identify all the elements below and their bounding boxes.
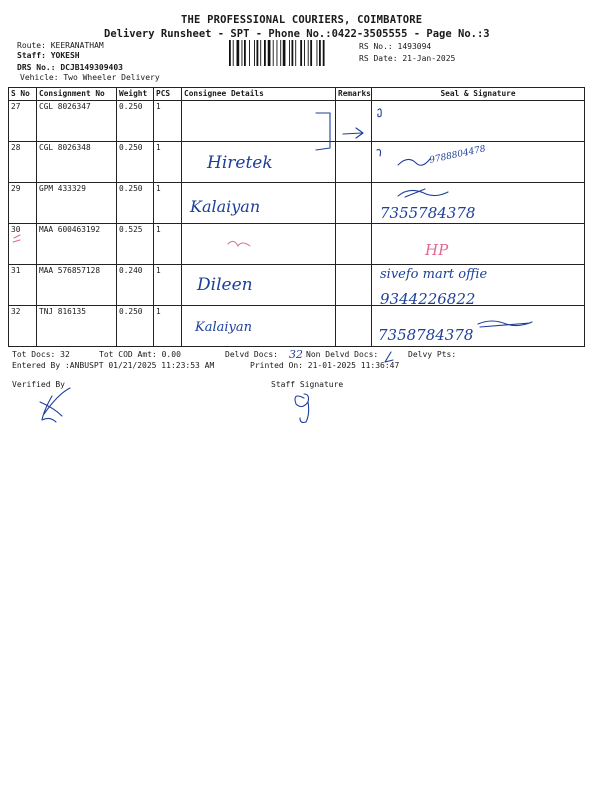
delvd-docs: Delvd Docs: <box>225 350 278 359</box>
cell-consignee <box>182 265 336 306</box>
table-header-row <box>9 88 585 101</box>
verified-signature-icon <box>40 388 70 422</box>
tot-docs: Tot Docs: 32 <box>12 350 70 359</box>
col-header-sno: S No <box>9 88 37 101</box>
entered-by: Entered By :ANBUSPT 01/21/2025 11:23:53 AM <box>12 361 215 370</box>
cell-remarks <box>336 224 372 265</box>
hw-consignee-31: Dileen <box>197 275 253 295</box>
hw-phone-32: 7358784378 <box>378 326 474 344</box>
table-row <box>9 183 585 224</box>
company-title: THE PROFESSIONAL COURIERS, COIMBATORE <box>181 14 423 26</box>
cell-consignment: TNJ 816135 <box>37 306 117 347</box>
cell-remarks <box>336 142 372 183</box>
cell-signature <box>372 265 585 306</box>
table-row <box>9 101 585 142</box>
cell-sno: 32 <box>9 306 37 347</box>
cell-sno: 29 <box>9 183 37 224</box>
cell-weight: 0.525 <box>117 224 154 265</box>
col-header-consignment: Consignment No <box>37 88 117 101</box>
cell-consignment: CGL 8026347 <box>37 101 117 142</box>
cell-consignee <box>182 142 336 183</box>
cell-pcs: 1 <box>154 101 182 142</box>
cell-consignee <box>182 224 336 265</box>
cell-sno: 31 <box>9 265 37 306</box>
staff-signature-icon <box>295 394 309 423</box>
cell-consignee <box>182 183 336 224</box>
cell-pcs: 1 <box>154 142 182 183</box>
cell-pcs: 1 <box>154 265 182 306</box>
tot-cod-amount: Tot COD Amt: 0.00 <box>99 350 181 359</box>
barcode-image <box>229 40 357 66</box>
runsheet-subtitle: Delivery Runsheet - SPT - Phone No.:0422-3505555 - Page No.:3 <box>104 28 490 40</box>
cell-weight: 0.250 <box>117 306 154 347</box>
table-row <box>9 224 585 265</box>
cell-pcs: 1 <box>154 224 182 265</box>
table-row <box>9 306 585 347</box>
cell-sno: 27 <box>9 101 37 142</box>
cell-pcs: 1 <box>154 306 182 347</box>
col-header-seal-signature: Seal & Signature <box>372 88 585 101</box>
cell-remarks <box>336 183 372 224</box>
delvy-pts: Delvy Pts: <box>408 350 457 359</box>
verified-by-label: Verified By <box>12 380 65 389</box>
printed-on: Printed On: 21-01-2025 11:36:47 <box>250 361 400 370</box>
rs-date: RS Date: 21-Jan-2025 <box>359 54 456 63</box>
hw-consignee-32: Kalaiyan <box>195 320 252 335</box>
vehicle-label: Vehicle: Two Wheeler Delivery <box>20 73 160 82</box>
cell-consignment: GPM 433329 <box>37 183 117 224</box>
cell-sno: 30 <box>9 224 37 265</box>
cell-remarks <box>336 306 372 347</box>
cell-remarks <box>336 265 372 306</box>
cell-weight: 0.250 <box>117 142 154 183</box>
cell-consignment: MAA 576857128 <box>37 265 117 306</box>
cell-weight: 0.240 <box>117 265 154 306</box>
cell-weight: 0.250 <box>117 101 154 142</box>
hw-phone-29: 7355784378 <box>380 204 476 222</box>
cell-remarks <box>336 101 372 142</box>
runsheet-table <box>8 87 585 347</box>
hw-phone-31: 9344226822 <box>380 290 476 308</box>
hw-delvd-count: 32 <box>289 348 303 361</box>
non-delvd-docs: Non Delvd Docs: <box>306 350 379 359</box>
cell-consignee <box>182 101 336 142</box>
hw-sign-31: sivefo mart offie <box>380 267 488 282</box>
hw-consignee-29: Kalaiyan <box>190 197 261 216</box>
cell-signature <box>372 306 585 347</box>
cell-signature <box>372 183 585 224</box>
col-header-consignee: Consignee Details <box>182 88 336 101</box>
cell-weight: 0.250 <box>117 183 154 224</box>
rs-number: RS No.: 1493094 <box>359 42 432 51</box>
hw-sign-number-28: 9788804478 <box>428 144 487 166</box>
col-header-weight: Weight <box>117 88 154 101</box>
cell-consignee <box>182 306 336 347</box>
cell-consignment: CGL 8026348 <box>37 142 117 183</box>
table-row <box>9 265 585 306</box>
cell-consignment: MAA 600463192 <box>37 224 117 265</box>
cell-signature <box>372 142 585 183</box>
staff-signature-label: Staff Signature <box>271 380 344 389</box>
route-label: Route: KEERANATHAM <box>17 41 104 50</box>
cell-signature <box>372 101 585 142</box>
hw-sign-30: HP <box>425 241 449 259</box>
col-header-remarks: Remarks <box>336 88 372 101</box>
drs-number: DRS No.: DCJB149309403 <box>17 63 123 72</box>
staff-label: Staff: YOKESH <box>17 51 80 60</box>
table-row <box>9 142 585 183</box>
hw-consignee-28: Hiretek <box>207 153 273 173</box>
col-header-pcs: PCS <box>154 88 182 101</box>
cell-pcs: 1 <box>154 183 182 224</box>
cell-signature <box>372 224 585 265</box>
cell-sno: 28 <box>9 142 37 183</box>
